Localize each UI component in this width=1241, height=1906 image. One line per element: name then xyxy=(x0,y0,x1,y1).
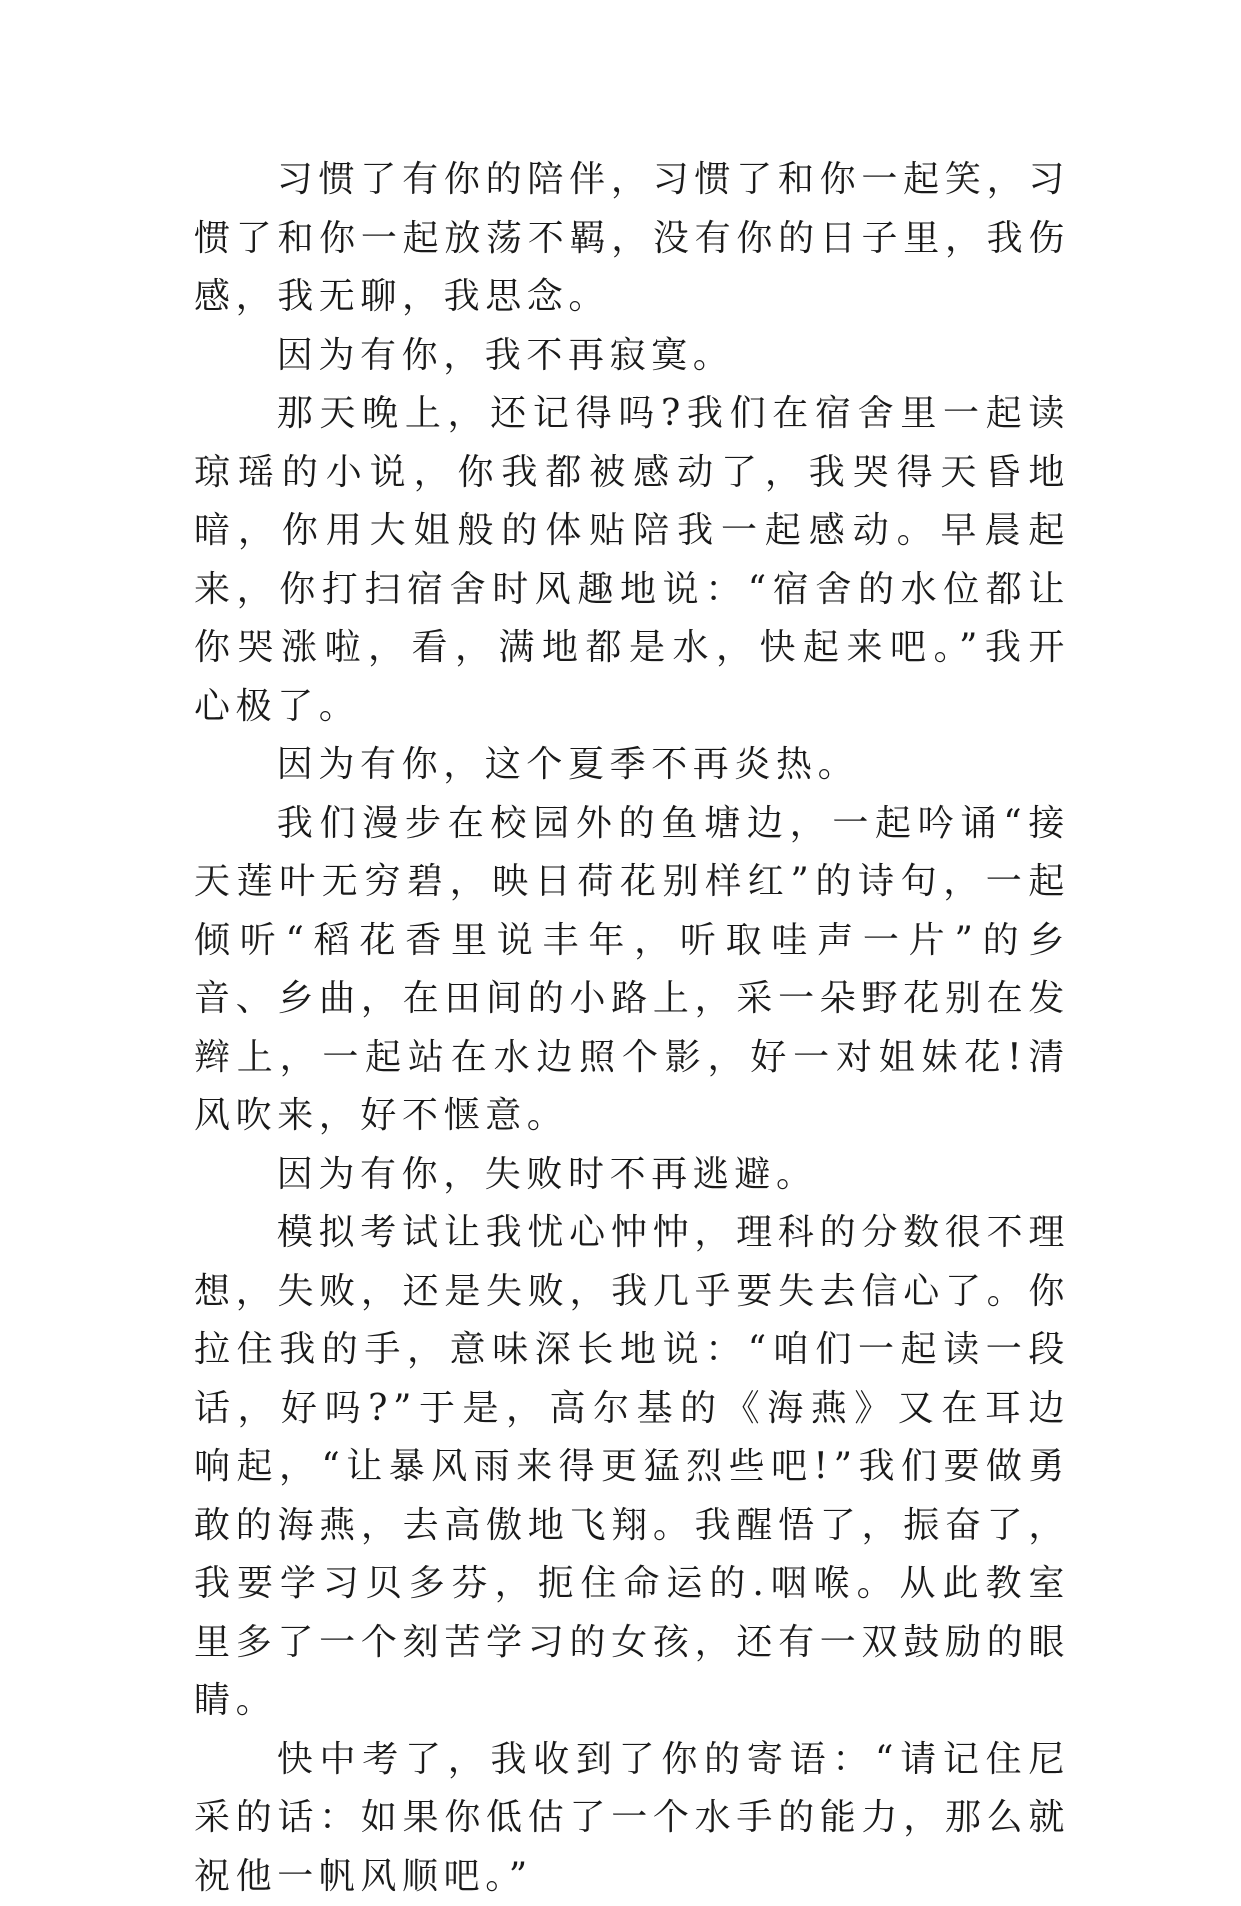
paragraph: 因为有你，这个夏季不再炎热。 xyxy=(194,736,1070,795)
paragraph: 那天晚上，还记得吗?我们在宿舍里一起读琼瑶的小说，你我都被感动了，我哭得天昏地暗，你用大姐般的体贴陪我一起感动。早晨起来，你打扫宿舍时风趣地说：“宿舍的水位都让你哭涨啦，看，满地都是水，快起来吧。”我开心极了。 xyxy=(194,385,1070,736)
paragraph: 模拟考试让我忧心忡忡，理科的分数很不理想，失败，还是失败，我几乎要失去信心了。你拉住我的手，意味深长地说：“咱们一起读一段话，好吗?”于是，高尔基的《海燕》又在耳边响起，“让暴风雨来得更猛烈些吧!”我们要做勇敢的海燕，去高傲地飞翔。我醒悟了，振奋了，我要学习贝多芬，扼住命运的.咽喉。从此教室里多了一个刻苦学习的女孩，还有一双鼓励的眼睛。 xyxy=(194,1204,1070,1731)
paragraph: 快中考了，我收到了你的寄语：“请记住尼采的话：如果你低估了一个水手的能力，那么就祝他一帆风顺吧。” xyxy=(194,1731,1070,1906)
paragraph: 习惯了有你的陪伴，习惯了和你一起笑，习惯了和你一起放荡不羁，没有你的日子里，我伤感，我无聊，我思念。 xyxy=(194,151,1070,327)
paragraph: 我们漫步在校园外的鱼塘边，一起吟诵“接天莲叶无穷碧，映日荷花别样红”的诗句，一起倾听“稻花香里说丰年，听取哇声一片”的乡音、乡曲，在田间的小路上，采一朵野花别在发辫上，一起站在水边照个影，好一对姐妹花!清风吹来，好不惬意。 xyxy=(194,795,1070,1146)
paragraph: 因为有你，我不再寂寞。 xyxy=(194,327,1070,386)
paragraph: 因为有你，失败时不再逃避。 xyxy=(194,1146,1070,1205)
essay-body xyxy=(194,151,1070,1906)
